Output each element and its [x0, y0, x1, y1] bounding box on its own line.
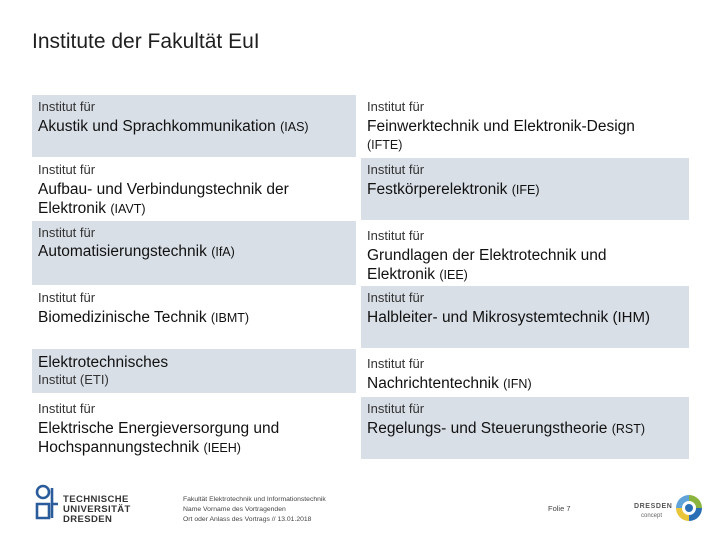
page-title: Institute der Fakultät EuI	[32, 30, 260, 53]
institute-abbr: (IAVT)	[110, 202, 146, 216]
institute-cell-eti[interactable]	[32, 349, 356, 393]
dc-line-2: concept	[641, 513, 663, 519]
institute-cell-ieeh[interactable]	[32, 397, 356, 459]
institute-name: Automatisierungstechnik	[38, 243, 207, 260]
footer-speaker: Name Vorname des Vortragenden	[183, 506, 286, 513]
institute-name: Festkörperelektronik	[367, 181, 508, 198]
logo-line-1: TECHNISCHE	[63, 494, 129, 505]
slide-number: Folie 7	[548, 504, 571, 513]
institute-cell-ibmt[interactable]	[32, 286, 356, 348]
institute-abbr: (IBMT)	[210, 311, 250, 325]
footer-faculty: Fakultät Elektrotechnik und Informationstechnik	[183, 496, 326, 503]
institute-cell-ife[interactable]	[361, 158, 689, 220]
institute-name: Biomedizinische Technik	[38, 309, 207, 326]
institute-prefix: Institut für	[38, 225, 96, 240]
institute-prefix: Institut für	[38, 99, 96, 114]
institute-suffix: Institut (ETI)	[38, 372, 109, 387]
institute-name: Akustik und Sprachkommunikation	[38, 118, 276, 135]
institute-name: Halbleiter- und Mikrosystemtechnik	[367, 309, 609, 326]
dresden-concept-logo	[633, 480, 707, 524]
institute-prefix: Institut für	[38, 290, 96, 305]
institute-abbr: (IHM)	[612, 309, 651, 326]
institute-abbr: (IfA)	[211, 245, 235, 259]
logo-line-2: UNIVERSITÄT	[63, 504, 131, 515]
institute-name: Nachrichtentechnik	[367, 375, 499, 392]
institute-cell-ihm[interactable]	[361, 286, 689, 348]
institute-prefix: Institut für	[367, 356, 425, 371]
institute-abbr: (IEEH)	[203, 441, 241, 455]
institute-prefix: Institut für	[367, 401, 425, 416]
institute-abbr: (IFTE)	[367, 138, 403, 152]
institute-cell-ifte[interactable]	[361, 95, 689, 157]
institute-name: Grundlagen der Elektrotechnik und Elektronik	[367, 247, 607, 283]
logo-line-3: DRESDEN	[63, 514, 113, 525]
institute-prefix: Institut für	[38, 401, 96, 416]
dc-line-1: DRESDEN	[634, 503, 673, 510]
institute-prefix: Institut für	[367, 162, 425, 177]
institute-abbr: (IFE)	[511, 183, 540, 197]
footer-info	[183, 495, 326, 525]
institute-prefix: Institut für	[367, 228, 425, 243]
institute-cell-iee[interactable]	[361, 224, 689, 286]
institute-abbr: (IAS)	[280, 120, 309, 134]
institute-cell-rst[interactable]	[361, 397, 689, 459]
institute-prefix: Institut für	[367, 99, 425, 114]
institute-name: Aufbau- und Verbindungstechnik der Elektronik	[38, 181, 289, 217]
institute-cell-ifn[interactable]	[361, 352, 689, 396]
institute-abbr: (IFN)	[503, 377, 532, 391]
tu-dresden-logo	[32, 480, 132, 526]
institute-cell-iavt[interactable]	[32, 158, 356, 220]
institute-name: Feinwerktechnik und Elektronik-Design	[367, 118, 635, 135]
institute-prefix: Institut für	[38, 162, 96, 177]
institute-name: Elektrotechnisches	[38, 354, 169, 371]
institute-abbr: (RST)	[611, 422, 646, 436]
institute-cell-ifa[interactable]	[32, 221, 356, 285]
footer-occasion: Ort oder Anlass des Vortrags // 13.01.2018	[183, 516, 312, 523]
institute-cell-ias[interactable]	[32, 95, 356, 157]
institute-name: Regelungs- und Steuerungstheorie	[367, 420, 608, 437]
institute-abbr: (IEE)	[439, 268, 468, 282]
institute-prefix: Institut für	[367, 290, 425, 305]
institute-name: Elektrische Energieversorgung und Hochspannungstechnik	[38, 420, 280, 456]
